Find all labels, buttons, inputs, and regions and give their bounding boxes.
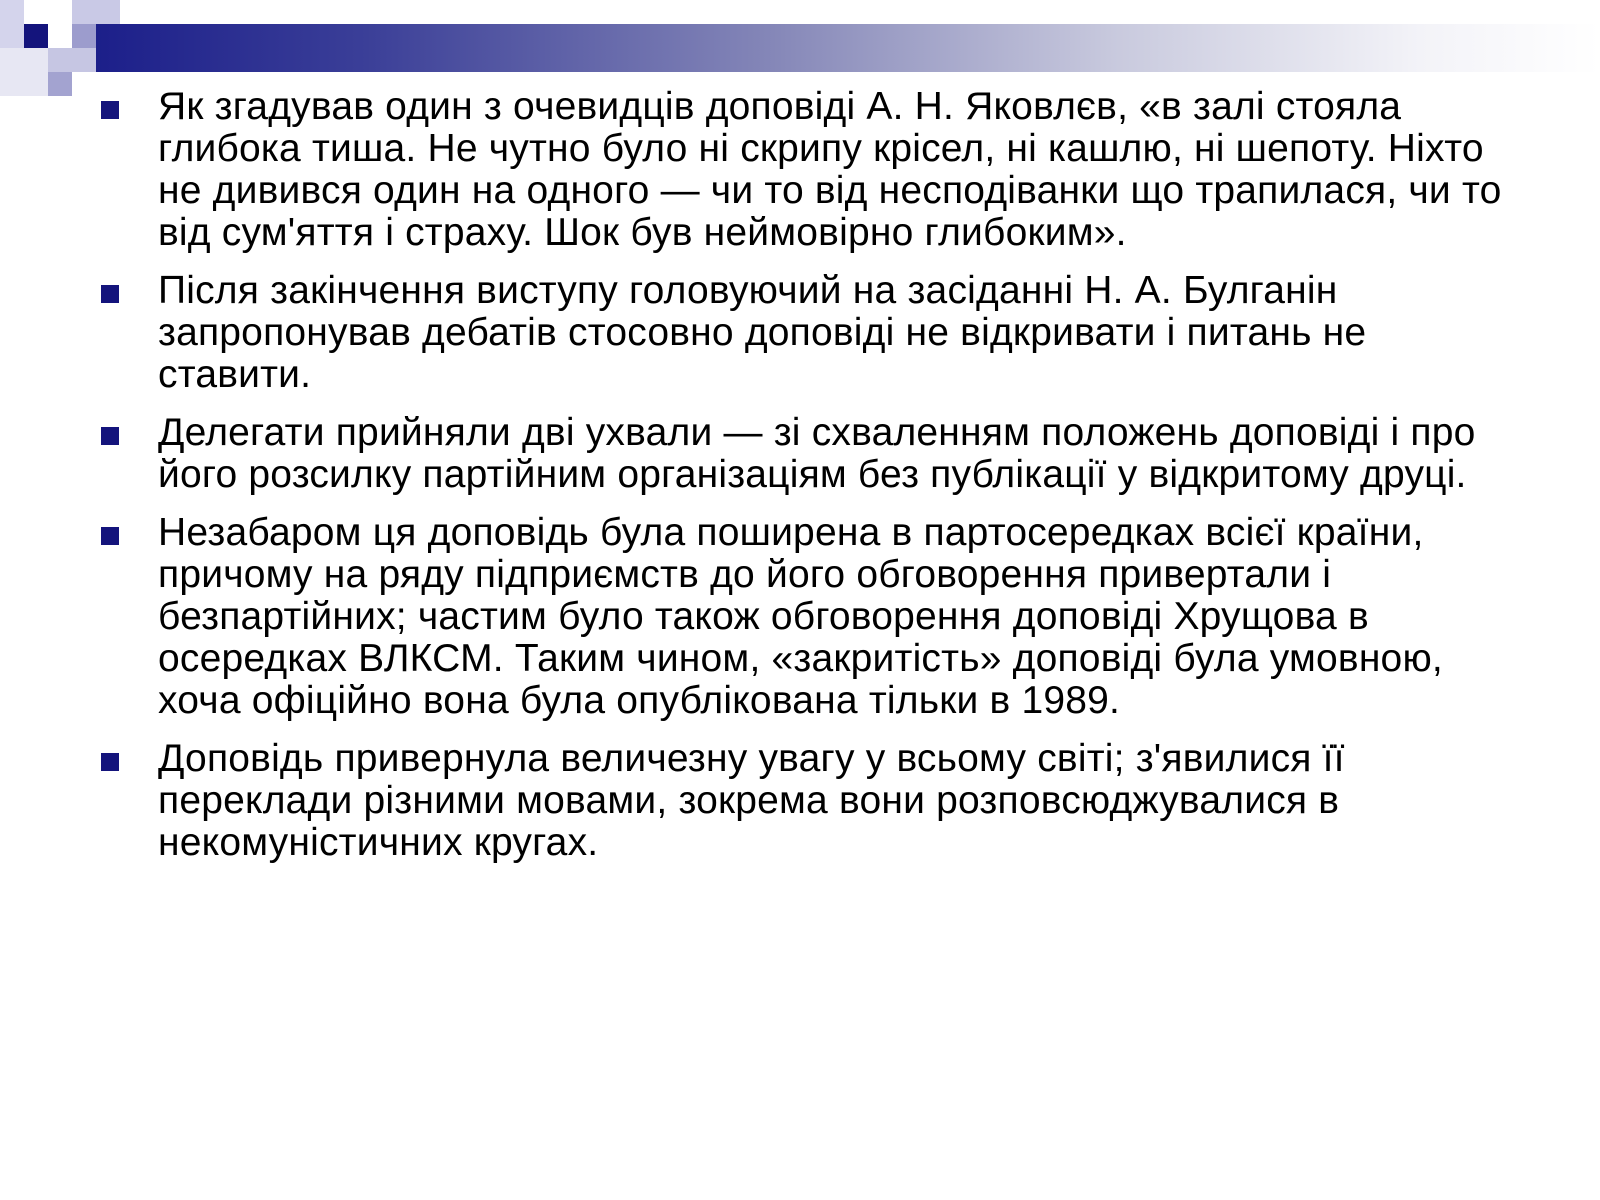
slide-body bbox=[96, 86, 1526, 880]
list-item bbox=[96, 270, 1526, 396]
decor-square bbox=[0, 48, 48, 96]
header-gradient-bar bbox=[96, 24, 1600, 72]
bullet-text: Незабаром ця доповідь була поширена в партосередках всієї країни, причому на ряду підприємств до його обговорення привертали і безпартійних; частим було також обговорення доповіді Хрущова в осередках ВЛКСМ. Таким чином, «закритість» доповіді була умовною, хоча офіційно вона була опублікована тільки в 1989. bbox=[158, 511, 1443, 722]
bullet-text: Після закінчення виступу головуючий на засіданні Н. А. Булганін запропонував дебатів стосовно доповіді не відкривати і питань не ставити. bbox=[158, 269, 1367, 396]
list-item bbox=[96, 86, 1526, 254]
list-item bbox=[96, 738, 1526, 864]
square-bullet-icon bbox=[101, 527, 119, 545]
decor-square bbox=[48, 72, 72, 96]
decor-square bbox=[0, 0, 24, 48]
bullet-text: Доповідь привернула величезну увагу у всьому світі; з'явилися її переклади різними мовами, зокрема вони розповсюджувалися в некомуністичних кругах. bbox=[158, 737, 1345, 864]
square-bullet-icon bbox=[101, 427, 119, 445]
decor-square bbox=[72, 24, 96, 48]
decor-square bbox=[48, 48, 96, 72]
bullet-text: Як згадував один з очевидців доповіді А. Н. Яковлєв, «в залі стояла глибока тиша. Не чутно було ні скрипу крісел, ні кашлю, ні шепоту. Ніхто не дивився один на одного — чи то від несподіванки що трапилася, чи то від сум'яття і страху. Шок був неймовірно глибоким». bbox=[158, 85, 1502, 254]
square-bullet-icon bbox=[101, 285, 119, 303]
bullet-list bbox=[96, 86, 1526, 864]
list-item bbox=[96, 412, 1526, 496]
decor-square bbox=[72, 0, 120, 24]
bullet-text: Делегати прийняли дві ухвали — зі схваленням положень доповіді і про його розсилку партійним організаціям без публікації у відкритому друці. bbox=[158, 411, 1476, 496]
decor-square bbox=[48, 24, 72, 48]
decor-square bbox=[24, 24, 48, 48]
list-item bbox=[96, 512, 1526, 722]
square-bullet-icon bbox=[101, 753, 119, 771]
square-bullet-icon bbox=[101, 101, 119, 119]
